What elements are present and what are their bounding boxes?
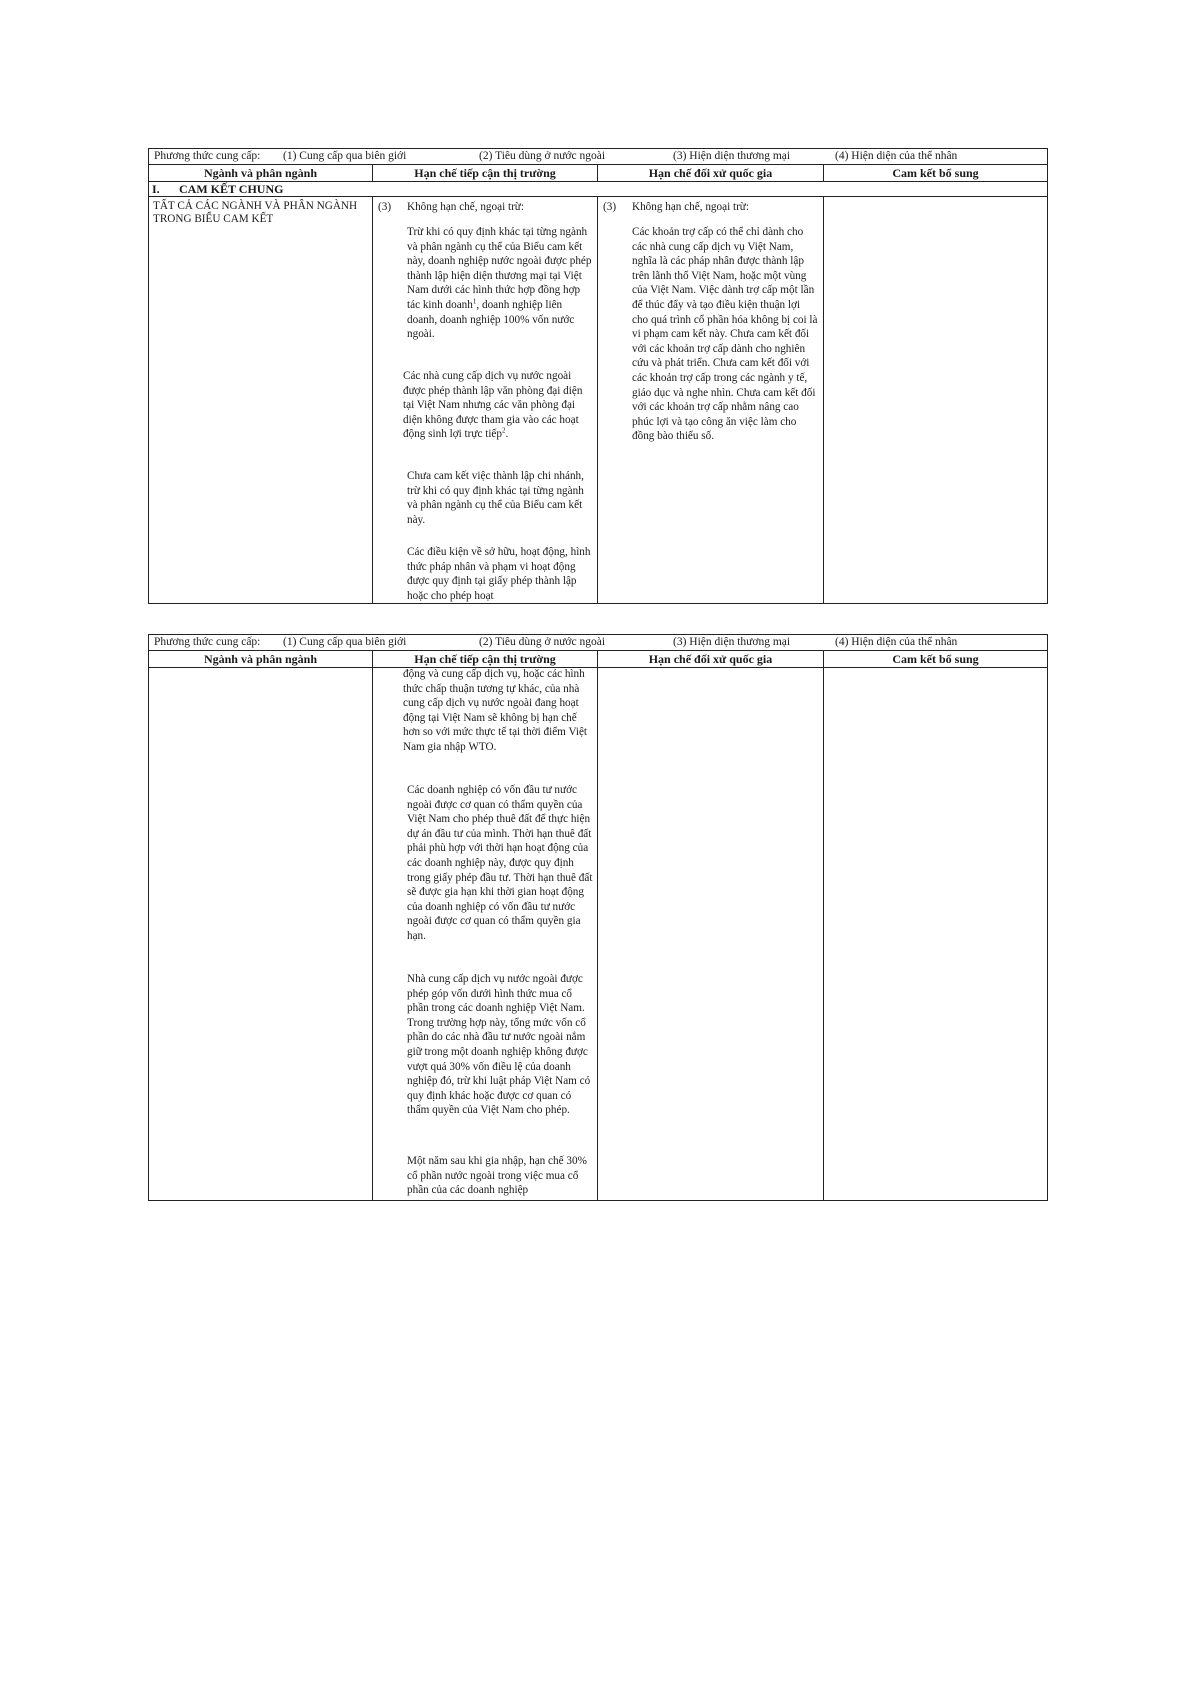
supply-mode-1: (1) Cung cấp qua biên giới — [283, 150, 407, 162]
supply-modes-prefix: Phương thức cung cấp: — [154, 636, 261, 648]
market-paragraph-5: Các doanh nghiệp có vốn đầu tư nước ngoài được cơ quan có thẩm quyền của Việt Nam cho phép thuê đất để thực hiện dự án đầu tư của mình. Thời hạn thuê đất phải phù hợp với thời hạn hoạt động của các doanh nghiệp này, được quy định trong giấy phép đầu tư. Thời hạn thuê đất sẽ được gia hạn khi thời gian hoạt động của doanh nghiệp có vốn đầu tư nước ngoài được cơ quan có thẩm quyền gia hạn. — [407, 784, 593, 942]
header-market-access: Hạn chế tiếp cận thị trường — [373, 165, 598, 181]
header-sector: Ngành và phân ngành — [149, 651, 373, 667]
supply-mode-2: (2) Tiêu dùng ở nước ngoài — [479, 150, 606, 162]
supply-mode-2: (2) Tiêu dùng ở nước ngoài — [479, 636, 606, 648]
national-mode-label: (3) — [603, 201, 617, 213]
column-header-row — [149, 165, 1047, 182]
market-paragraph-6: Nhà cung cấp dịch vụ nước ngoài được phép góp vốn dưới hình thức mua cổ phần trong các doanh nghiệp Việt Nam. Trong trường hợp này, tổng mức vốn cổ phần do các nhà đầu tư nước ngoài nắm giữ trong một doanh nghiệp không được vượt quá 30% vốn điều lệ của doanh nghiệp đó, trừ khi luật pháp Việt Nam có quy định khác hoặc được cơ quan có thẩm quyền của Việt Nam cho phép. — [407, 973, 591, 1117]
table-body-row — [149, 197, 1047, 604]
market-paragraph-4-start: Các điều kiện về sở hữu, hoạt động, hình thức pháp nhân và phạm vi hoạt động được quy định tại giấy phép thành lập hoặc cho phép hoạt — [407, 546, 591, 602]
market-paragraph-3: Chưa cam kết việc thành lập chi nhánh, trừ khi có quy định khác tại từng ngành và phân ngành cụ thể của Biểu cam kết này. — [407, 470, 584, 526]
supply-mode-3: (3) Hiện diện thương mại — [673, 636, 791, 648]
table-body-row — [149, 668, 1047, 1201]
additional-commitments-cell — [824, 197, 1047, 604]
supply-mode-3: (3) Hiện diện thương mại — [673, 150, 791, 162]
supply-mode-4: (4) Hiện diện của thể nhân — [835, 150, 958, 162]
supply-modes-prefix: Phương thức cung cấp: — [154, 150, 261, 162]
market-paragraph-7: Một năm sau khi gia nhập, hạn chế 30% cổ phần nước ngoài trong việc mua cổ phần của các doanh nghiệp — [407, 1155, 587, 1197]
header-additional-commitments: Cam kết bổ sung — [892, 652, 979, 666]
header-additional-commitments: Cam kết bổ sung — [892, 166, 979, 180]
sector-cell — [149, 668, 373, 1201]
market-paragraph-4-cont: động và cung cấp dịch vụ, hoặc các hình thức chấp thuận tương tự khác, của nhà cung cấp dịch vụ nước ngoài đang hoạt động tại Việt Nam sẽ không bị hạn chế hơn so với mức thực tế tại thời điểm Việt Nam gia nhập WTO. — [403, 668, 588, 753]
section-title: CAM KẾT CHUNG — [179, 182, 284, 196]
supply-mode-4: (4) Hiện diện của thể nhân — [835, 636, 958, 648]
section-number: I. — [152, 182, 160, 196]
additional-commitments-cell — [824, 668, 1047, 1201]
commitment-table-page-1 — [148, 148, 1048, 604]
national-lead-text: Không hạn chế, ngoại trừ: — [632, 201, 749, 213]
national-treatment-cell — [598, 668, 824, 1201]
market-paragraph-1: Trừ khi có quy định khác tại từng ngành và phân ngành cụ thể của Biểu cam kết này, doanh nghiệp nước ngoài được phép thành lập hiện diện thương mại tại Việt Nam dưới các hình thức hợp đồng hợp tác kinh doanh$^1$, doanh nghiệp liên doanh, doanh nghiệp 100% vốn nước ngoài. — [407, 226, 592, 341]
commitment-table-page-2 — [148, 634, 1048, 1201]
market-access-cell — [373, 197, 598, 604]
supply-mode-1: (1) Cung cấp qua biên giới — [283, 636, 407, 648]
supply-modes-row — [149, 635, 1047, 651]
market-paragraph-2: Các nhà cung cấp dịch vụ nước ngoài được phép thành lập văn phòng đại diện tại Việt Nam nhưng các văn phòng đại diện không được tham gia vào các hoạt động sinh lợi trực tiếp$^2$. — [403, 370, 583, 441]
section-heading — [149, 182, 1047, 197]
header-national-treatment: Hạn chế đối xử quốc gia — [598, 651, 824, 667]
market-lead-text: Không hạn chế, ngoại trừ: — [407, 201, 524, 213]
header-market-access: Hạn chế tiếp cận thị trường — [373, 651, 598, 667]
market-access-cell — [373, 668, 598, 1201]
supply-modes-row — [149, 149, 1047, 165]
header-sector: Ngành và phân ngành — [149, 165, 373, 181]
national-paragraph-1: Các khoản trợ cấp có thể chỉ dành cho các nhà cung cấp dịch vụ Việt Nam, nghĩa là các pháp nhân được thành lập trên lãnh thổ Việt Nam, hoặc một vùng của Việt Nam. Việc dành trợ cấp một lần để thúc đẩy và tạo điều kiện thuận lợi cho quá trình cổ phần hóa không bị coi là vi phạm cam kết này. Chưa cam kết đối với các khoản trợ cấp dành cho nghiên cứu và phát triển. Chưa cam kết đối với các khoản trợ cấp trong các ngành y tế, giáo dục và nghe nhìn. Chưa cam kết đối với các khoản trợ cấp nhằm nâng cao phúc lợi và tạo công ăn việc làm cho đồng bào thiểu số. — [632, 226, 818, 443]
sector-cell — [149, 197, 373, 604]
market-mode-label: (3) — [378, 201, 392, 213]
sector-text: TẤT CẢ CÁC NGÀNH VÀ PHÂN NGÀNH TRONG BIỂU CAM KẾT — [153, 200, 358, 225]
header-national-treatment: Hạn chế đối xử quốc gia — [598, 165, 824, 181]
column-header-row — [149, 651, 1047, 668]
national-treatment-cell — [598, 197, 824, 604]
